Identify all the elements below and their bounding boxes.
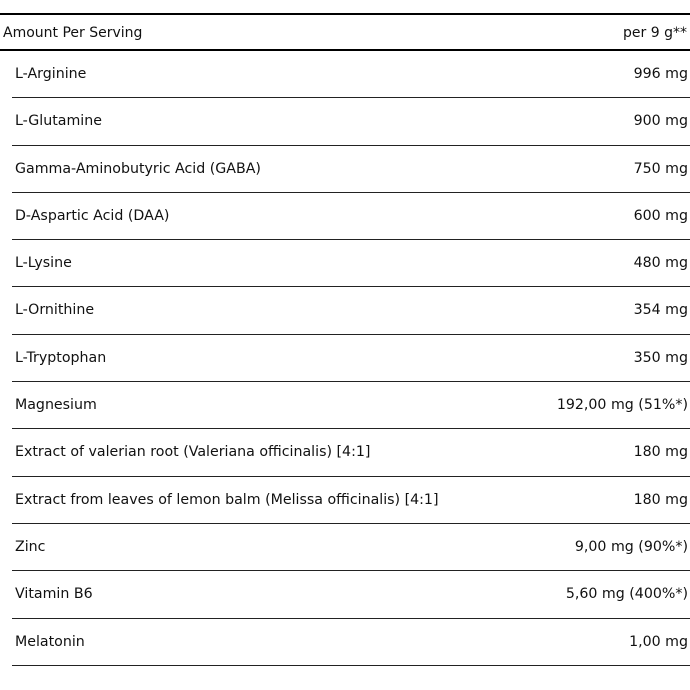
table-row <box>12 287 690 334</box>
table-row <box>12 571 690 618</box>
table-header <box>0 13 690 51</box>
ingredient-amount: 354 mg <box>633 302 688 319</box>
ingredient-amount: 996 mg <box>633 66 688 82</box>
ingredient-name: Melatonin <box>15 633 85 650</box>
ingredient-name: L-Glutamine <box>15 113 102 130</box>
ingredient-name: D-Aspartic Acid (DAA) <box>15 207 170 224</box>
table-row <box>12 98 690 145</box>
ingredient-amount: 9,00 mg (90%*) <box>574 538 688 555</box>
ingredient-name: Zinc <box>15 538 46 555</box>
table-row <box>12 524 690 571</box>
table-row <box>12 240 690 287</box>
ingredient-amount: 180 mg <box>633 444 688 461</box>
table-row <box>12 51 690 98</box>
ingredient-amount: 192,00 mg (51%*) <box>556 397 688 414</box>
ingredient-amount: 350 mg <box>633 349 688 366</box>
ingredient-name: Magnesium <box>15 397 97 414</box>
header-amount-per-serving: Amount Per Serving <box>3 25 143 41</box>
ingredient-amount: 750 mg <box>633 160 688 177</box>
ingredient-amount: 1,00 mg <box>629 633 688 650</box>
table-body <box>12 51 690 666</box>
table-row <box>12 193 690 240</box>
ingredient-name: L-Ornithine <box>15 302 95 319</box>
ingredient-name: L-Lysine <box>15 255 72 272</box>
ingredient-name: Vitamin B6 <box>15 586 93 603</box>
ingredient-name: Extract from leaves of lemon balm (Melissa officinalis) [4:1] <box>15 491 439 508</box>
ingredient-name: L-Arginine <box>15 66 87 82</box>
table-row <box>12 477 690 524</box>
table-row <box>12 382 690 429</box>
ingredient-name: Extract of valerian root (Valeriana officinalis) [4:1] <box>15 444 371 461</box>
ingredient-amount: 180 mg <box>633 491 688 508</box>
ingredient-name: L-Tryptophan <box>15 349 107 366</box>
table-row <box>12 429 690 476</box>
table-row <box>12 146 690 193</box>
ingredient-amount: 900 mg <box>633 113 688 130</box>
ingredient-name: Gamma-Aminobutyric Acid (GABA) <box>15 160 261 177</box>
ingredient-amount: 5,60 mg (400%*) <box>565 586 688 603</box>
table-row <box>12 619 690 666</box>
ingredient-amount: 600 mg <box>633 207 688 224</box>
ingredient-amount: 480 mg <box>633 255 688 272</box>
table-row <box>12 335 690 382</box>
header-per-serving-size: per 9 g** <box>623 25 687 41</box>
